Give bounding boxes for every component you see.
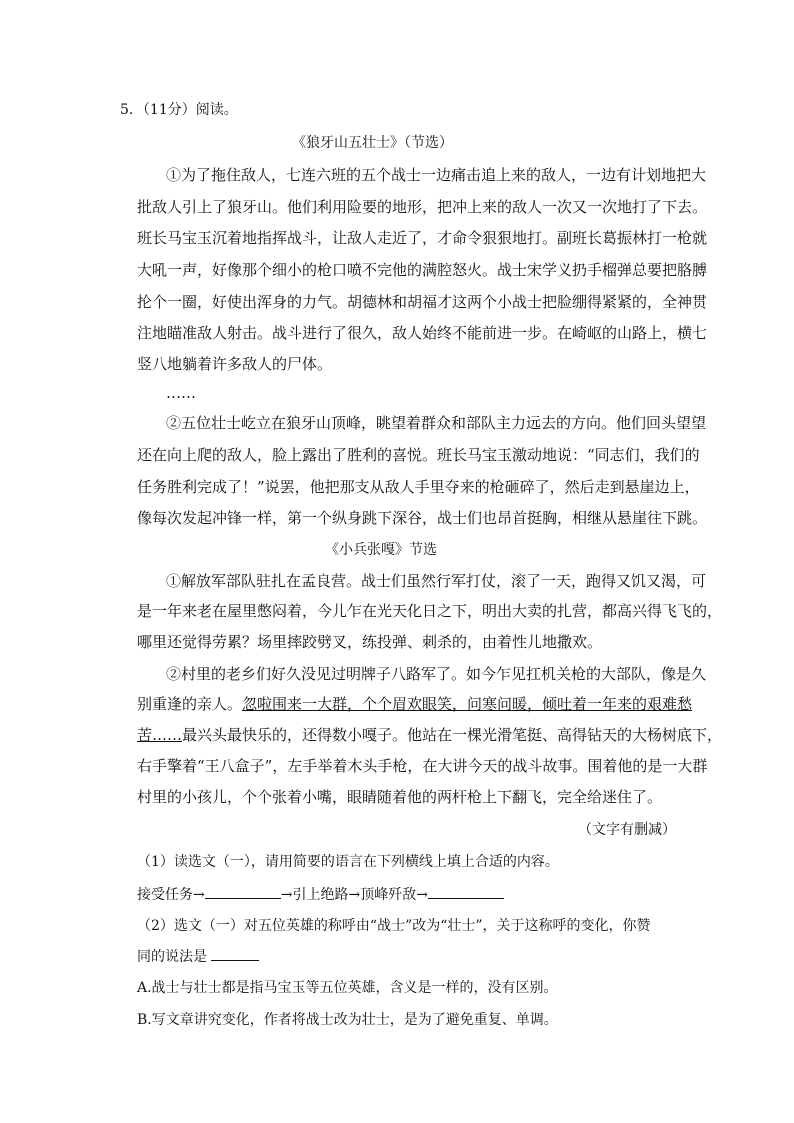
passage2-line: ②村里的老乡们好久没见过明牌子八路军了。如今乍见扛机关枪的大部队，像是久 [166,665,707,683]
passage2-line [137,694,692,714]
ellipsis: …… [166,384,196,402]
plain-text: 最兴头最快乐的，还得数小嘎子。他站在一棵光滑笔挺、高得钻天的大杨树底下， [182,726,723,744]
passage1-line: 还在向上爬的敌人，脸上露出了胜利的喜悦。班长马宝玉激动地说：“同志们，我们的 [137,446,700,464]
passage2-line: 哪里还觉得劳累？场里摔跤劈叉，练投弹、刺杀的，由着性儿地撒欢。 [137,633,603,651]
option-b[interactable]: B.写文章讲究变化，作者将战士改为壮士，是为了避免重复、单调。 [137,1012,558,1028]
subquestion-2-prompt: （2）选文（一）对五位英雄的称呼由“战士”改为“壮士”，关于这称呼的变化，你赞 [137,918,651,934]
flow-mid: →引上绝路→顶峰歼敌→ [280,887,428,903]
passage1-line: 班长马宝玉沉着地指挥战斗，让敌人走近了，才命令狠狠地打。副班长葛振林打一枪就 [137,229,708,247]
subquestion-1-flow [137,884,504,905]
passage2-line: 村里的小孩儿，个个张着小嘴，眼睛随着他的两杆枪上下翻飞，完全给迷住了。 [137,788,663,806]
passage1-line: 任务胜利完成了！”说罢，他把那支从敌人手里夺来的枪砸碎了，然后走到悬崖边上， [137,478,700,496]
plain-text: 别重逢的亲人。 [137,695,243,713]
passage1-line: 像每次发起冲锋一样，第一个纵身跳下深谷，战士们也昂首挺胸，相继从悬崖往下跳。 [137,509,708,527]
deletion-note: （文字有删减） [578,822,676,838]
underlined-text: 苦…… [137,726,183,744]
answer-blank[interactable] [205,884,281,899]
option-a[interactable]: A.战士与壮士都是指马宝玉等五位英雄，含义是一样的，没有区别。 [137,980,558,996]
subquestion-1-prompt: （1）读选文（一），请用简要的语言在下列横线上填上合适的内容。 [137,854,559,870]
answer-blank[interactable] [211,946,259,961]
passage2-line: ①解放军部队驻扎在孟良营。战士们虽然行军打仗，滚了一天，跑得又饥又渴，可 [166,572,707,590]
passage1-line: 批敌人引上了狼牙山。他们利用险要的地形，把冲上来的敌人一次又一次地打了下去。 [137,198,708,216]
passage1-title: 《狼牙山五壮士》（节选） [292,135,453,151]
flow-start: 接受任务→ [137,887,205,903]
passage1-line: 竖八地躺着许多敌人的尸体。 [137,355,333,373]
passage1-line: 抡个一圈，好使出浑身的力气。胡德林和胡福才这两个小战士把脸绷得紧紧的，全神贯 [137,293,708,311]
passage2-line: 右手擎着“王八盒子”，左手举着木头手枪，在大讲今天的战斗故事。围着他的是一大群 [137,757,708,775]
passage1-line: ②五位壮士屹立在狼牙山顶峰，眺望着群众和部队主力远去的方向。他们回头望望 [166,414,707,432]
passage1-line: 注地瞄准敌人射击。战斗进行了很久，敌人始终不能前进一步。在崎岖的山路上，横七 [137,324,708,342]
prompt-text: 同的说法是 [137,949,207,965]
underlined-text: 忽啦围来一大群，个个眉欢眼笑，问寒问暖，倾吐着一年来的艰难愁 [242,695,693,713]
passage2-title: 《小兵张嘎》节选 [325,542,437,558]
passage2-line [137,725,722,745]
answer-blank[interactable] [428,884,504,899]
subquestion-2-prompt [137,946,259,967]
passage1-line: 大吼一声，好像那个细小的枪口喷不完他的满腔怒火。战士宋学义扔手榴弹总要把胳膊 [137,261,708,279]
passage1-line: ①为了拖住敌人，七连六班的五个战士一边痛击追上来的敌人，一边有计划地把大 [166,166,707,184]
question-header: 5．（11分）阅读。 [120,102,238,118]
passage2-line: 是一年来老在屋里憋闷着，今儿乍在光天化日之下，明出大卖的扎营，都高兴得飞飞的， [137,602,723,620]
